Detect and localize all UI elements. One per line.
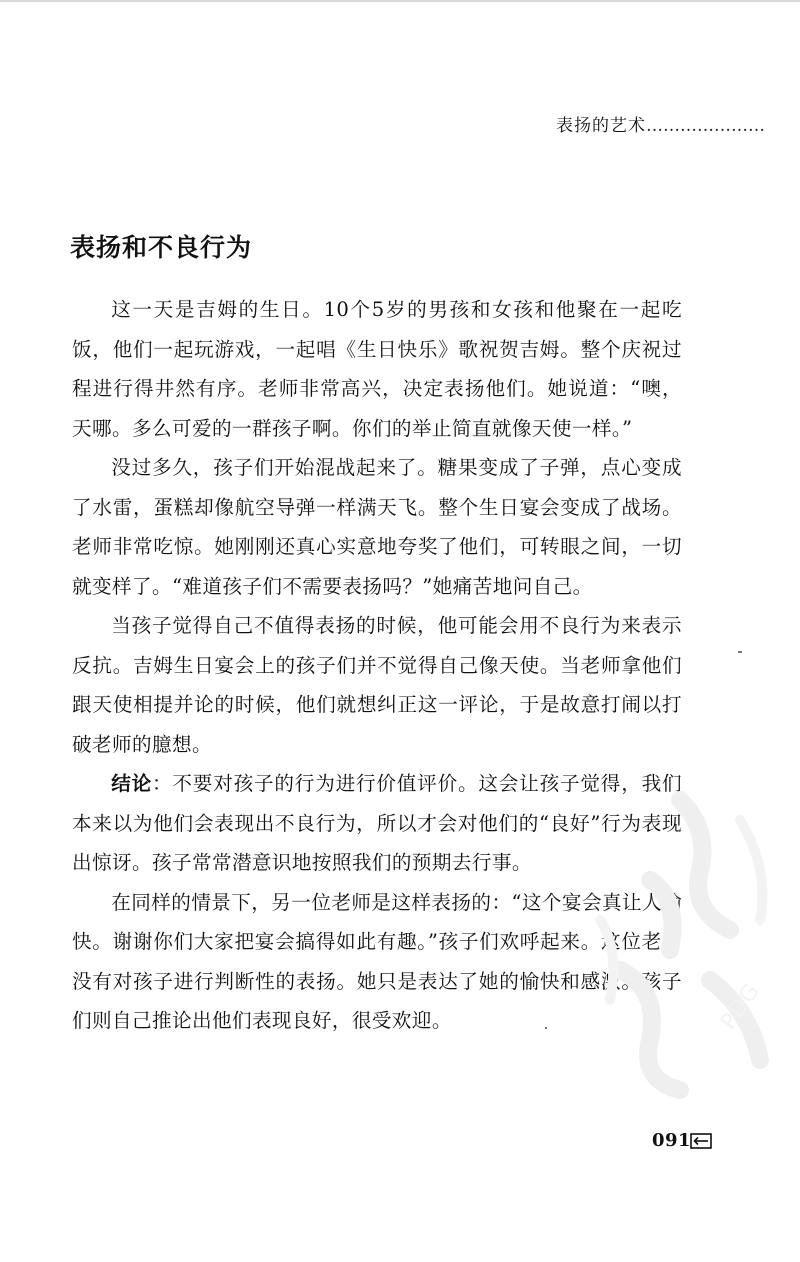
paragraph-1: 这一天是吉姆的生日。10个5岁的男孩和女孩和他聚在一起吃饭，他们一起玩游戏，一起唱《生日快乐》歌祝贺吉姆。整个庆祝过程进行得井然有序。老师非常高兴，决定表扬他们。她说道：“噢，天哪。多么可爱的一群孩子啊。你们的举止简直就像天使一样。” [72, 298, 682, 440]
conclusion-lead: 结论 [111, 772, 152, 795]
scan-speck [738, 651, 742, 653]
body-text [72, 290, 682, 1041]
page-number: 091 [652, 1130, 692, 1151]
conclusion-text: ：不要对孩子的行为进行价值评价。这会让孩子觉得，我们本来以为他们会表现出不良行为，所以才会对他们的“良好”行为表现出惊讶。孩子常常潜意识地按照我们的预期去行事。 [72, 772, 682, 874]
watermark-text: PDG [716, 978, 766, 1035]
scan-speck [545, 1027, 547, 1029]
page-arrow-icon [690, 1133, 712, 1149]
running-header-leader-dots: ………………… [646, 116, 765, 136]
running-header-title: 表扬的艺术 [556, 116, 646, 136]
running-header [556, 114, 800, 138]
top-edge-rule [0, 0, 800, 2]
paragraph-4-conclusion [72, 764, 682, 883]
section-title: 表扬和不良行为 [70, 233, 253, 262]
paragraph-3: 当孩子觉得自己不值得表扬的时候，他可能会用不良行为来表示反抗。吉姆生日宴会上的孩子们并不觉得自己像天使。当老师拿他们跟天使相提并论的时候，他们就想纠正这一评论，于是故意打闹以打破老师的臆想。 [72, 614, 682, 756]
paragraph-2: 没过多久，孩子们开始混战起来了。糖果变成了子弹，点心变成了水雷，蛋糕却像航空导弹一样满天飞。整个生日宴会变成了战场。老师非常吃惊。她刚刚还真心实意地夸奖了他们，可转眼之间，一切就变样了。“难道孩子们不需要表扬吗？”她痛苦地问自己。 [72, 456, 682, 598]
paragraph-5: 在同样的情景下，另一位老师是这样表扬的：“这个宴会真让人愉快。谢谢你们大家把宴会搞得如此有趣。”孩子们欢呼起来。这位老师没有对孩子进行判断性的表扬。她只是表达了她的愉快和感激。孩子们则自己推论出他们表现良好，很受欢迎。 [72, 890, 682, 1032]
